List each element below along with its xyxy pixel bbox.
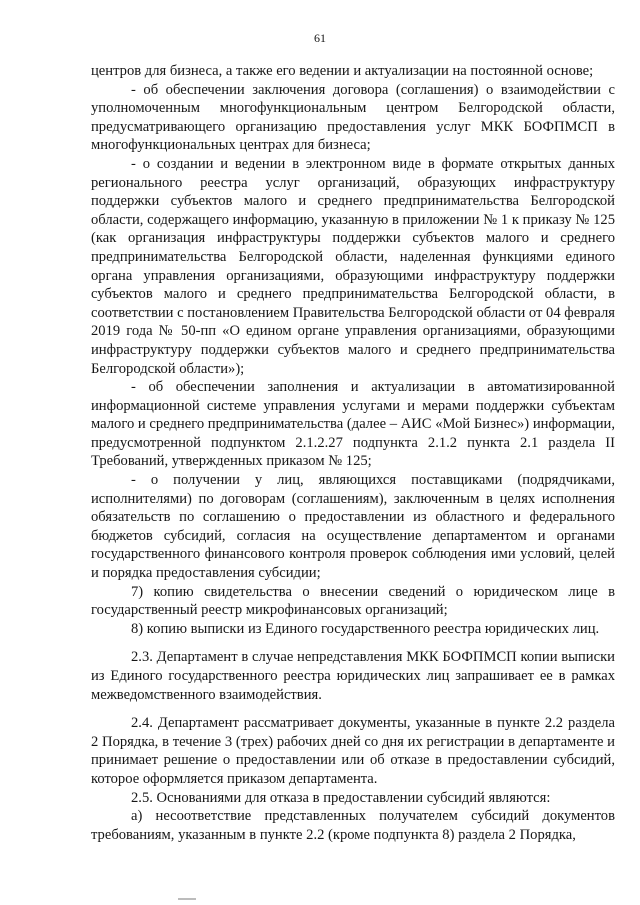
paragraph-item-8: 8) копию выписки из Единого государственного реестра юридических лиц.: [131, 620, 600, 637]
paragraph-services-registry: - о создании и ведении в электронном виде в формате открытых данных регионального реестра услуг организаций, образующих инфраструктуру поддержки субъектов малого и среднего предпринимательства Белгородской области, содержащего информацию, указанную в приложении № 1 к приказу № 125 (как организация инфраструктуры поддержки субъектов малого и среднего предпринимательства Белгородской области, наделенная функциями единого органа управления организациями, образующими инфраструктуру поддержки субъектов малого и среднего предпринимательства Белгородской области, в соответствии с постановлением Правительства Белгородской области от 04 февраля 2019 года № 50-пп «О едином органе управления организациями, образующими инфраструктуру поддержки субъектов малого и среднего предпринимательства Белгородской области»);: [91, 155, 616, 377]
paragraph-ais-my-business: - об обеспечении заполнения и актуализации в автоматизированной информационной системе управления услугами и мерами поддержки субъектам малого и среднего предпринимательства (далее – АИС «Мой Бизнес») информации, предусмотренной подпунктом 2.1.2.27 подпункта 2.1.2 пункта 2.1 раздела II Требований, утвержденных приказом № 125;: [91, 379, 615, 470]
paragraph-item-a: а) несоответствие представленных получателем субсидий документов требованиям, указанным в пункте 2.2 (кроме подпункта 8) раздела 2 Порядка,: [91, 808, 615, 843]
paragraph-item-7: 7) копию свидетельства о внесении сведений о юридическом лице в государственный реестр микрофинансовых организаций;: [91, 583, 615, 619]
paragraph-supplier-consent: - о получении у лиц, являющихся поставщиками (подрядчиками, исполнителями) по договорам (соглашениям), заключенным в целях исполнения обязательств по соглашению о предоставлении из областного и федерального бюджетов субсидий, согласия на осуществление департаментом и органами государственного финансового контроля проверок соблюдения ими условий, целей и порядка предоставления субсидии;: [91, 472, 615, 582]
paragraph-section-2-5: 2.5. Основаниями для отказа в предоставлении субсидий являются:: [131, 789, 551, 806]
scan-artifact-mark: [178, 898, 196, 900]
page-number: 61: [314, 31, 326, 45]
paragraph-continuation: центров для бизнеса, а также его ведении и актуализации на постоянной основе;: [91, 63, 594, 79]
paragraph-mfc-agreement: - об обеспечении заключения договора (соглашения) о взаимодействии с уполномоченным многофункциональным центром Белгородской области, предусматривающего организацию предоставления услуг МКК БОФПМСП в многофункциональных центрах для бизнеса;: [91, 81, 615, 154]
document-body: [91, 62, 615, 844]
paragraph-section-2-4: 2.4. Департамент рассматривает документы, указанные в пункте 2.2 раздела 2 Порядка, в течение 3 (трех) рабочих дней со дня их регистрации в департаменте и принимает решение о предоставлении или об отказе в предоставлении субсидий, которое оформляется приказом департамента.: [91, 715, 615, 787]
paragraph-section-2-3: 2.3. Департамент в случае непредставления МКК БОФПМСП копии выписки из Единого государственного реестра юридических лиц запрашивает ее в рамках межведомственного взаимодействия.: [91, 649, 615, 703]
